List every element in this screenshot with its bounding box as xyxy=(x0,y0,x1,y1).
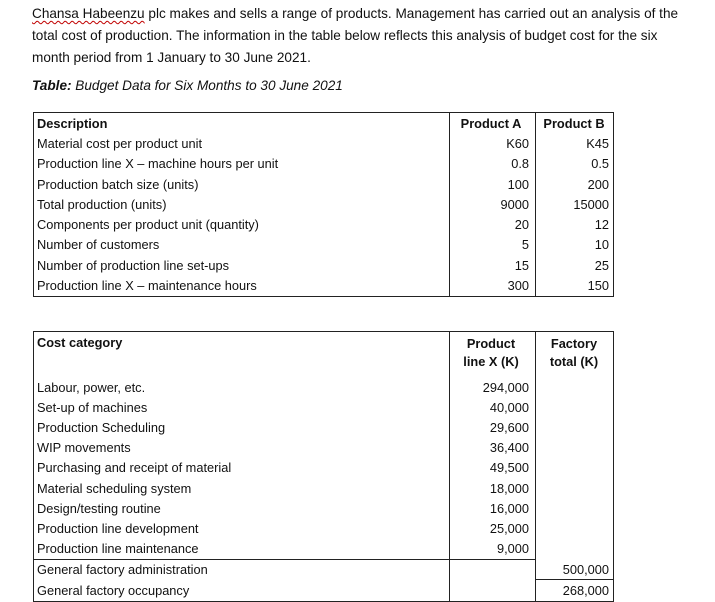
row-description: Production line X – maintenance hours xyxy=(34,275,450,296)
row-product-line-x: 16,000 xyxy=(450,498,536,518)
table-row xyxy=(34,518,614,538)
table-row xyxy=(34,397,614,417)
row-factory-total xyxy=(536,498,614,518)
table-row xyxy=(34,133,614,153)
header-product-line-x-2: line X (K) xyxy=(463,354,519,369)
row-product-line-x: 49,500 xyxy=(450,458,536,478)
row-product-b: 10 xyxy=(536,235,614,255)
table-row xyxy=(34,559,614,580)
header-product-line-x-1: Product xyxy=(466,336,516,351)
row-factory-total: 500,000 xyxy=(536,559,614,580)
row-product-line-x xyxy=(450,559,536,580)
row-product-a: 100 xyxy=(450,174,536,194)
row-cost-category: Design/testing routine xyxy=(34,498,450,518)
row-factory-total xyxy=(536,458,614,478)
header-description: Description xyxy=(34,113,450,134)
row-description: Total production (units) xyxy=(34,194,450,214)
row-product-a: 20 xyxy=(450,214,536,234)
row-cost-category: Production line maintenance xyxy=(34,539,450,560)
table-row xyxy=(34,275,614,296)
row-description: Number of customers xyxy=(34,235,450,255)
row-product-line-x xyxy=(450,580,536,601)
row-product-b: K45 xyxy=(536,133,614,153)
header-cost-category: Cost category xyxy=(34,332,450,378)
header-factory-total-2: total (K) xyxy=(549,354,599,369)
table-row xyxy=(34,255,614,275)
row-product-b: 200 xyxy=(536,174,614,194)
budget-data-table xyxy=(33,112,614,297)
table-row xyxy=(34,154,614,174)
row-cost-category: Production Scheduling xyxy=(34,417,450,437)
row-description: Components per product unit (quantity) xyxy=(34,214,450,234)
table-row xyxy=(34,438,614,458)
company-name: Chansa Habeenzu xyxy=(32,6,145,21)
row-cost-category: Set-up of machines xyxy=(34,397,450,417)
row-factory-total xyxy=(536,397,614,417)
table-row xyxy=(34,417,614,437)
row-product-a: K60 xyxy=(450,133,536,153)
table-row xyxy=(34,194,614,214)
row-cost-category: Material scheduling system xyxy=(34,478,450,498)
row-product-a: 5 xyxy=(450,235,536,255)
table-title xyxy=(32,78,343,93)
row-product-b: 12 xyxy=(536,214,614,234)
row-cost-category: Purchasing and receipt of material xyxy=(34,458,450,478)
row-product-b: 25 xyxy=(536,255,614,275)
row-factory-total xyxy=(536,438,614,458)
row-product-line-x: 25,000 xyxy=(450,518,536,538)
table-title-label: Table: xyxy=(32,78,72,93)
row-cost-category: General factory occupancy xyxy=(34,580,450,601)
row-factory-total xyxy=(536,518,614,538)
row-description: Production line X – machine hours per unit xyxy=(34,154,450,174)
row-product-line-x: 18,000 xyxy=(450,478,536,498)
table-row xyxy=(34,539,614,560)
cost-header-row xyxy=(34,332,614,378)
table-row xyxy=(34,377,614,397)
cost-category-table xyxy=(33,331,614,602)
table-row xyxy=(34,214,614,234)
row-product-a: 300 xyxy=(450,275,536,296)
row-factory-total: 268,000 xyxy=(536,580,614,601)
row-cost-category: General factory administration xyxy=(34,559,450,580)
table-row xyxy=(34,458,614,478)
row-product-line-x: 9,000 xyxy=(450,539,536,560)
intro-paragraph xyxy=(32,3,692,69)
row-product-line-x: 40,000 xyxy=(450,397,536,417)
row-product-line-x: 29,600 xyxy=(450,417,536,437)
intro-text: plc makes and sells a range of products. Management has carried out an analysis of the total cost of production. The information in the table below reflects this analysis of budget cost for the six month period from 1 January to 30 June 2021. xyxy=(32,6,679,65)
table-row xyxy=(34,174,614,194)
header-product-a: Product A xyxy=(450,113,536,134)
row-factory-total xyxy=(536,377,614,397)
table-row xyxy=(34,478,614,498)
row-product-line-x: 36,400 xyxy=(450,438,536,458)
row-factory-total xyxy=(536,539,614,560)
table-row xyxy=(34,498,614,518)
row-cost-category: WIP movements xyxy=(34,438,450,458)
header-factory-total xyxy=(536,332,614,378)
table-title-text: Budget Data for Six Months to 30 June 2021 xyxy=(71,78,343,93)
header-product-b: Product B xyxy=(536,113,614,134)
row-factory-total xyxy=(536,478,614,498)
row-product-line-x: 294,000 xyxy=(450,377,536,397)
table-row xyxy=(34,580,614,601)
row-cost-category: Production line development xyxy=(34,518,450,538)
row-product-b: 0.5 xyxy=(536,154,614,174)
row-product-b: 15000 xyxy=(536,194,614,214)
budget-header-row xyxy=(34,113,614,134)
row-description: Material cost per product unit xyxy=(34,133,450,153)
row-description: Production batch size (units) xyxy=(34,174,450,194)
header-product-line-x xyxy=(450,332,536,378)
table-row xyxy=(34,235,614,255)
row-factory-total xyxy=(536,417,614,437)
row-product-a: 15 xyxy=(450,255,536,275)
row-product-a: 9000 xyxy=(450,194,536,214)
header-factory-total-1: Factory xyxy=(550,336,598,351)
row-product-a: 0.8 xyxy=(450,154,536,174)
row-description: Number of production line set-ups xyxy=(34,255,450,275)
row-product-b: 150 xyxy=(536,275,614,296)
row-cost-category: Labour, power, etc. xyxy=(34,377,450,397)
